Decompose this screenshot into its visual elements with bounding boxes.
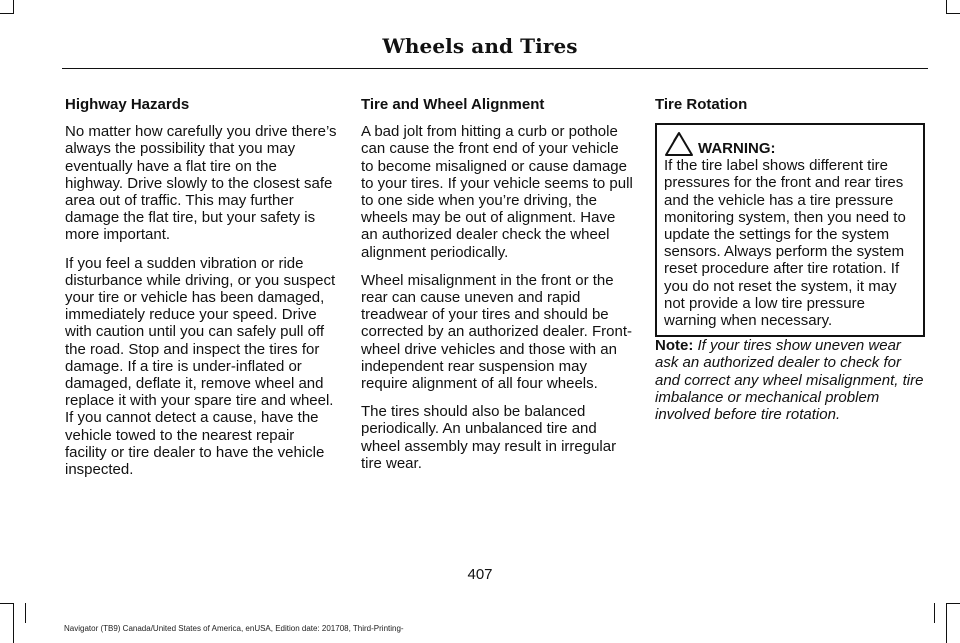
crop-mark [25,603,26,623]
crop-mark [946,0,947,14]
column-right [655,96,925,434]
note-label: Note: [655,337,694,355]
crop-mark [934,603,935,623]
warning-text: If the tire label shows different tire pressures for the front and rear tires and the vehicle has a tire pressure monitoring system, then you need to update the settings for the system sensors. Always perform the system reset procedure after tire rotation. If you do not reset the system, it may not provide a low tire pressure warning when necessary. [664,157,906,330]
footer-edition-info: Navigator (TB9) Canada/United States of America, enUSA, Edition date: 201708, Third-Printing- [64,624,404,633]
column-middle [361,96,633,483]
paragraph: If you feel a sudden vibration or ride disturbance while driving, or you suspect your tire or vehicle has been damaged, immediately reduce your speed. Drive with caution until you can safely pull off the road. Stop and inspect the tires for damage. If a tire is under-inflated or damaged, deflate it, remove wheel and replace it with your spare tire and wheel. If you cannot detect a cause, have the vehicle towed to the nearest repair facility or tire dealer to have the vehicle inspected. [65,254,336,479]
page-number: 407 [467,566,493,583]
crop-mark [0,13,14,14]
crop-mark [946,13,960,14]
crop-mark [946,603,947,643]
paragraph: A bad jolt from hitting a curb or pothole can cause the front end of your vehicle to become misaligned or cause damage to your tires. If your vehicle seems to pull to one side when you’re driving, the wheels may be out of alignment. Have an authorized dealer check the wheel alignment periodically. [361,123,633,261]
section-heading: Highway Hazards [65,96,190,113]
section-heading: Tire and Wheel Alignment [361,96,545,113]
paragraph: Wheel misalignment in the front or the rear can cause uneven and rapid treadwear of your tires and should be corrected by an authorized dealer. Front-wheel drive vehicles and those with an independent rear suspension may require alignment of all four wheels. [361,271,632,393]
header-rule [62,68,928,69]
crop-mark [946,603,960,604]
warning-label: WARNING: [698,140,776,157]
paragraph: The tires should also be balanced periodically. An unbalanced tire and wheel assembly may result in irregular tire wear. [361,403,617,472]
page-header-title: Wheels and Tires [382,34,578,58]
note-text: If your tires show uneven wear ask an authorized dealer to check for and correct any wheel misalignment, tire imbalance or mechanical problem involved before tire rotation. [655,337,924,424]
crop-mark [13,0,14,14]
note [655,337,925,423]
warning-triangle-icon [664,131,694,157]
section-heading: Tire Rotation [655,96,748,113]
warning-box [655,123,925,337]
paragraph: No matter how carefully you drive there’s always the possibility that you may eventually have a flat tire on the highway. Drive slowly to the closest safe area out of traffic. This may further damage the flat tire, but your safety is more important. [65,123,337,244]
column-left [65,96,337,489]
warning-first-line [664,131,917,157]
crop-mark [13,603,14,643]
crop-mark [0,603,14,604]
